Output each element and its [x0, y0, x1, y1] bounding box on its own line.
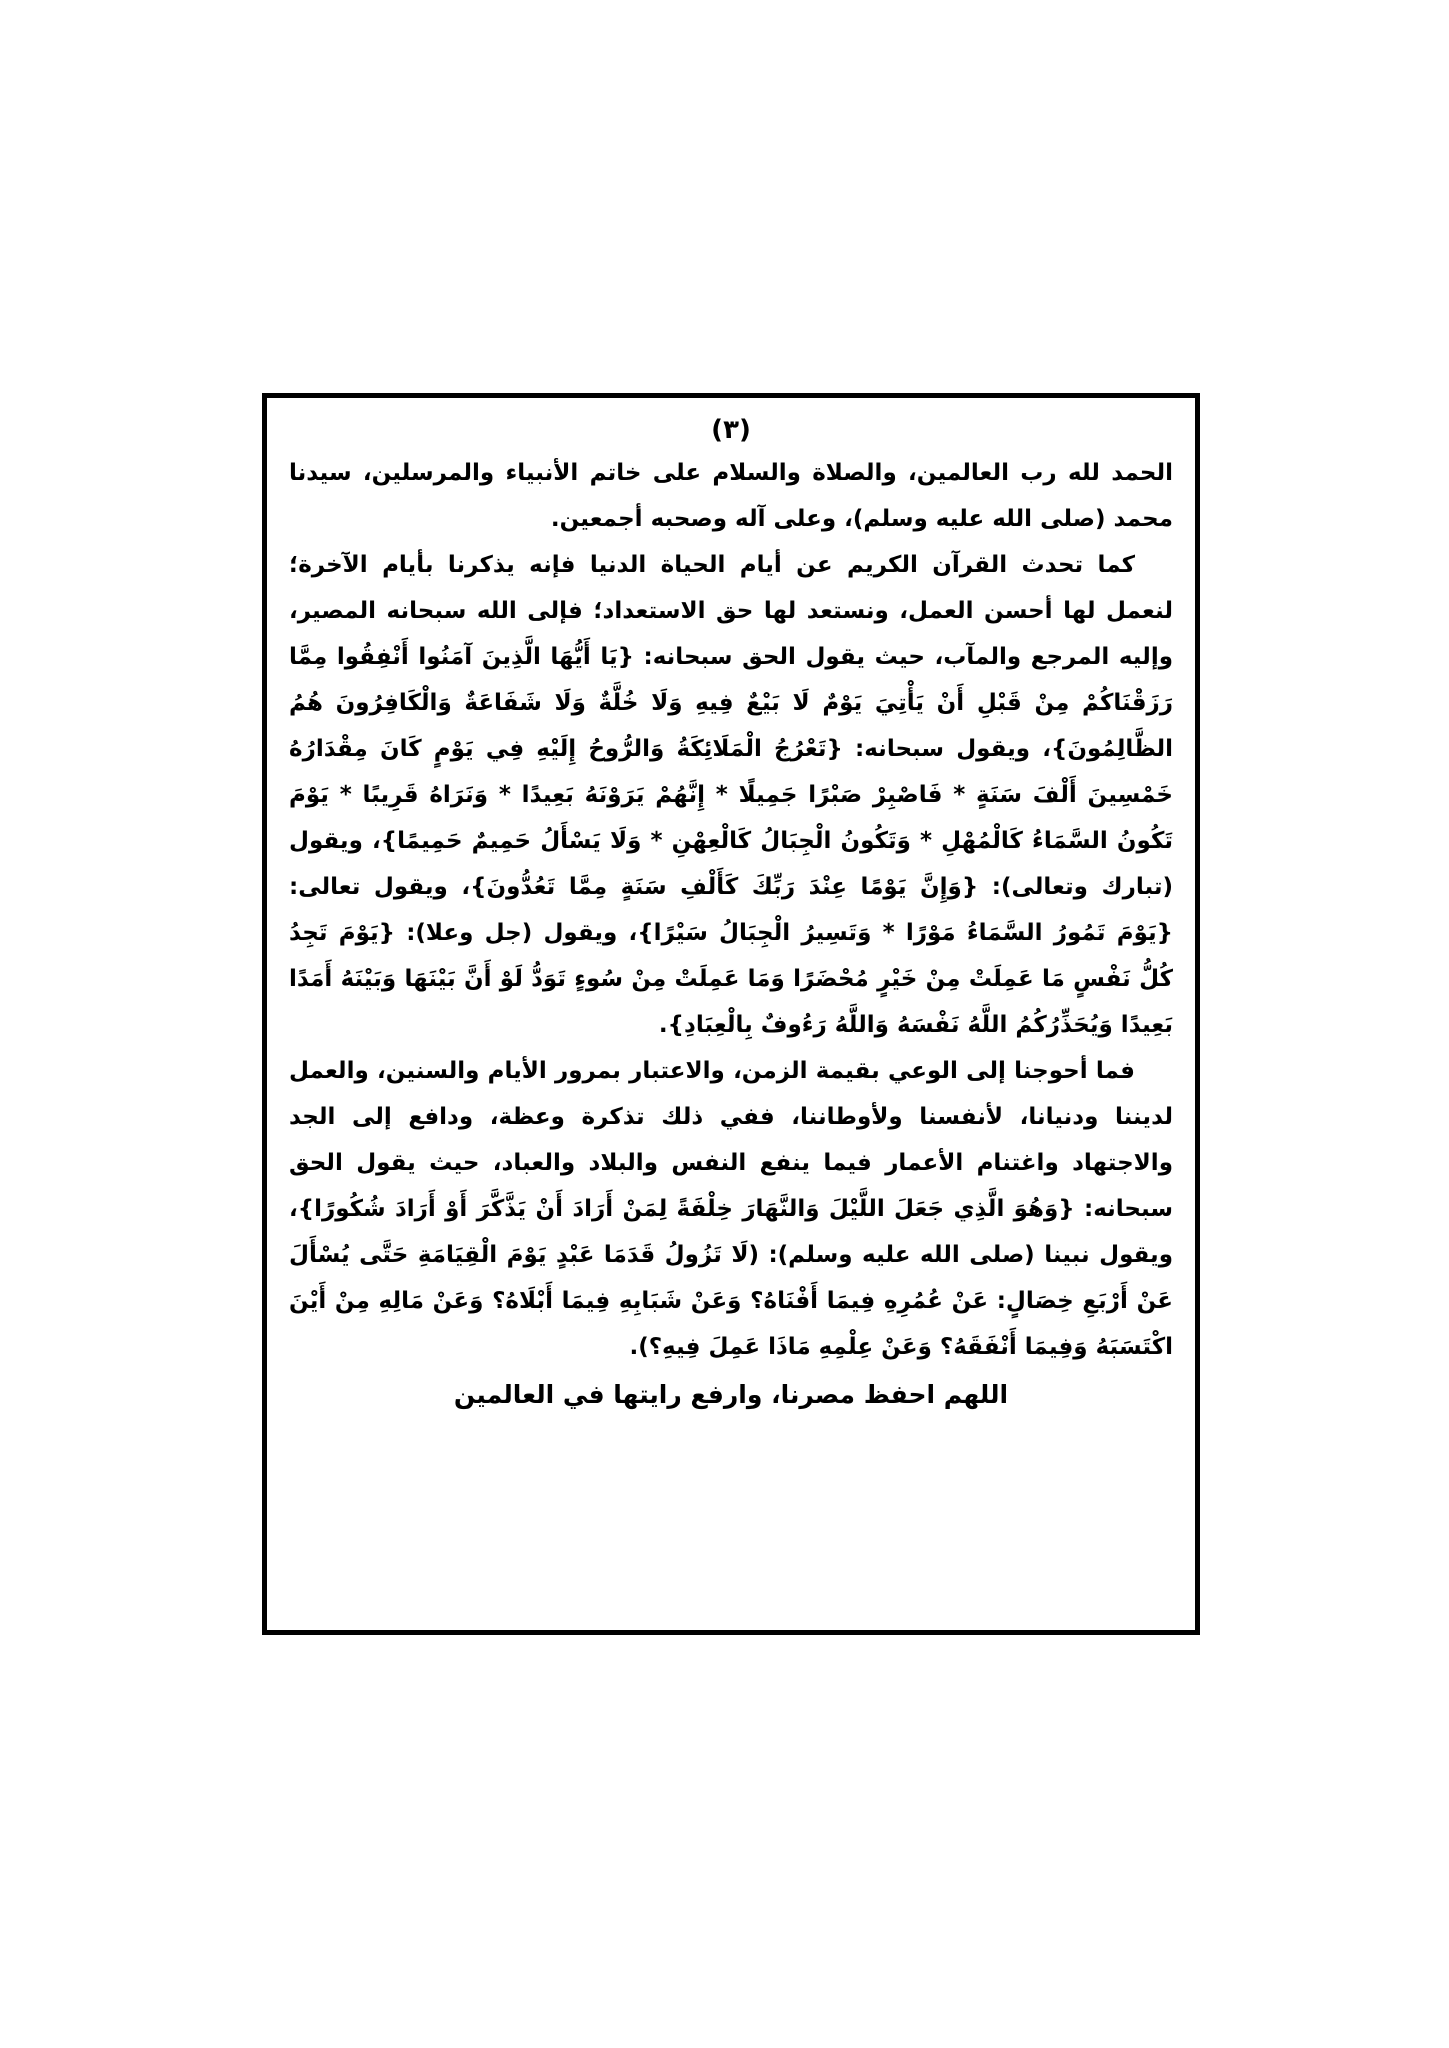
paragraph-time-value: فما أحوجنا إلى الوعي بقيمة الزمن، والاعتبار بمرور الأيام والسنين، والعمل لديننا ودنيانا، لأنفسنا ولأوطاننا، ففي ذلك تذكرة وعظة، ودافع إلى الجد والاجتهاد واغتنام الأعمار فيما ينفع النفس والبلاد والعباد، حيث يقول الحق سبحانه: {وَهُوَ الَّذِي جَعَلَ اللَّيْلَ وَالنَّهَارَ خِلْفَةً لِمَنْ أَرَادَ أَنْ يَذَّكَّرَ أَوْ أَرَادَ شُكُورًا}، ويقول نبينا (صلى الله عليه وسلم): (لَا تَزُولُ قَدَمَا عَبْدٍ يَوْمَ الْقِيَامَةِ حَتَّى يُسْأَلَ عَنْ أَرْبَعِ خِصَالٍ: عَنْ عُمُرِهِ فِيمَا أَفْنَاهُ؟ وَعَنْ شَبَابِهِ فِيمَا أَبْلَاهُ؟ وَعَنْ مَالِهِ مِنْ أَيْنَ اكْتَسَبَهُ وَفِيمَا أَنْفَقَهُ؟ وَعَنْ عِلْمِهِ مَاذَا عَمِلَ فِيهِ؟).	[289, 1058, 1173, 1360]
page-number: (٣)	[711, 415, 751, 445]
paragraph-hereafter: كما تحدث القرآن الكريم عن أيام الحياة الدنيا فإنه يذكرنا بأيام الآخرة؛ لنعمل لها أحسن العمل، ونستعد لها حق الاستعداد؛ فإلى الله سبحانه المصير، وإليه المرجع والمآب، حيث يقول الحق سبحانه: {يَا أَيُّهَا الَّذِينَ آمَنُوا أَنْفِقُوا مِمَّا رَزَقْنَاكُمْ مِنْ قَبْلِ أَنْ يَأْتِيَ يَوْمٌ لَا بَيْعٌ فِيهِ وَلَا خُلَّةٌ وَلَا شَفَاعَةٌ وَالْكَافِرُونَ هُمُ الظَّالِمُونَ}، ويقول سبحانه: {تَعْرُجُ الْمَلَائِكَةُ وَالرُّوحُ إِلَيْهِ فِي يَوْمٍ كَانَ مِقْدَارُهُ خَمْسِينَ أَلْفَ سَنَةٍ * فَاصْبِرْ صَبْرًا جَمِيلًا * إِنَّهُمْ يَرَوْنَهُ بَعِيدًا * وَنَرَاهُ قَرِيبًا * يَوْمَ تَكُونُ السَّمَاءُ كَالْمُهْلِ * وَتَكُونُ الْجِبَالُ كَالْعِهْنِ * وَلَا يَسْأَلُ حَمِيمٌ حَمِيمًا}، ويقول (تبارك وتعالى): {وَإِنَّ يَوْمًا عِنْدَ رَبِّكَ كَأَلْفِ سَنَةٍ مِمَّا تَعُدُّونَ}، ويقول تعالى: {يَوْمَ تَمُورُ السَّمَاءُ مَوْرًا * وَتَسِيرُ الْجِبَالُ سَيْرًا}، ويقول (جل وعلا): {يَوْمَ تَجِدُ كُلُّ نَفْسٍ مَا عَمِلَتْ مِنْ خَيْرٍ مُحْضَرًا وَمَا عَمِلَتْ مِنْ سُوءٍ تَوَدُّ لَوْ أَنَّ بَيْنَهَا وَبَيْنَهُ أَمَدًا بَعِيدًا وَيُحَذِّرُكُمُ اللَّهُ نَفْسَهُ وَاللَّهُ رَءُوفٌ بِالْعِبَادِ}.	[289, 552, 1173, 1038]
body-text	[289, 450, 1173, 1370]
closing-prayer: اللهم احفظ مصرنا، وارفع رايتها في العالمين	[453, 1380, 1009, 1409]
paragraph-opening: الحمد لله رب العالمين، والصلاة والسلام على خاتم الأنبياء والمرسلين، سيدنا محمد (صلى الله عليه وسلم)، وعلى آله وصحبه أجمعين.	[289, 460, 1173, 532]
page-frame	[262, 393, 1200, 1635]
